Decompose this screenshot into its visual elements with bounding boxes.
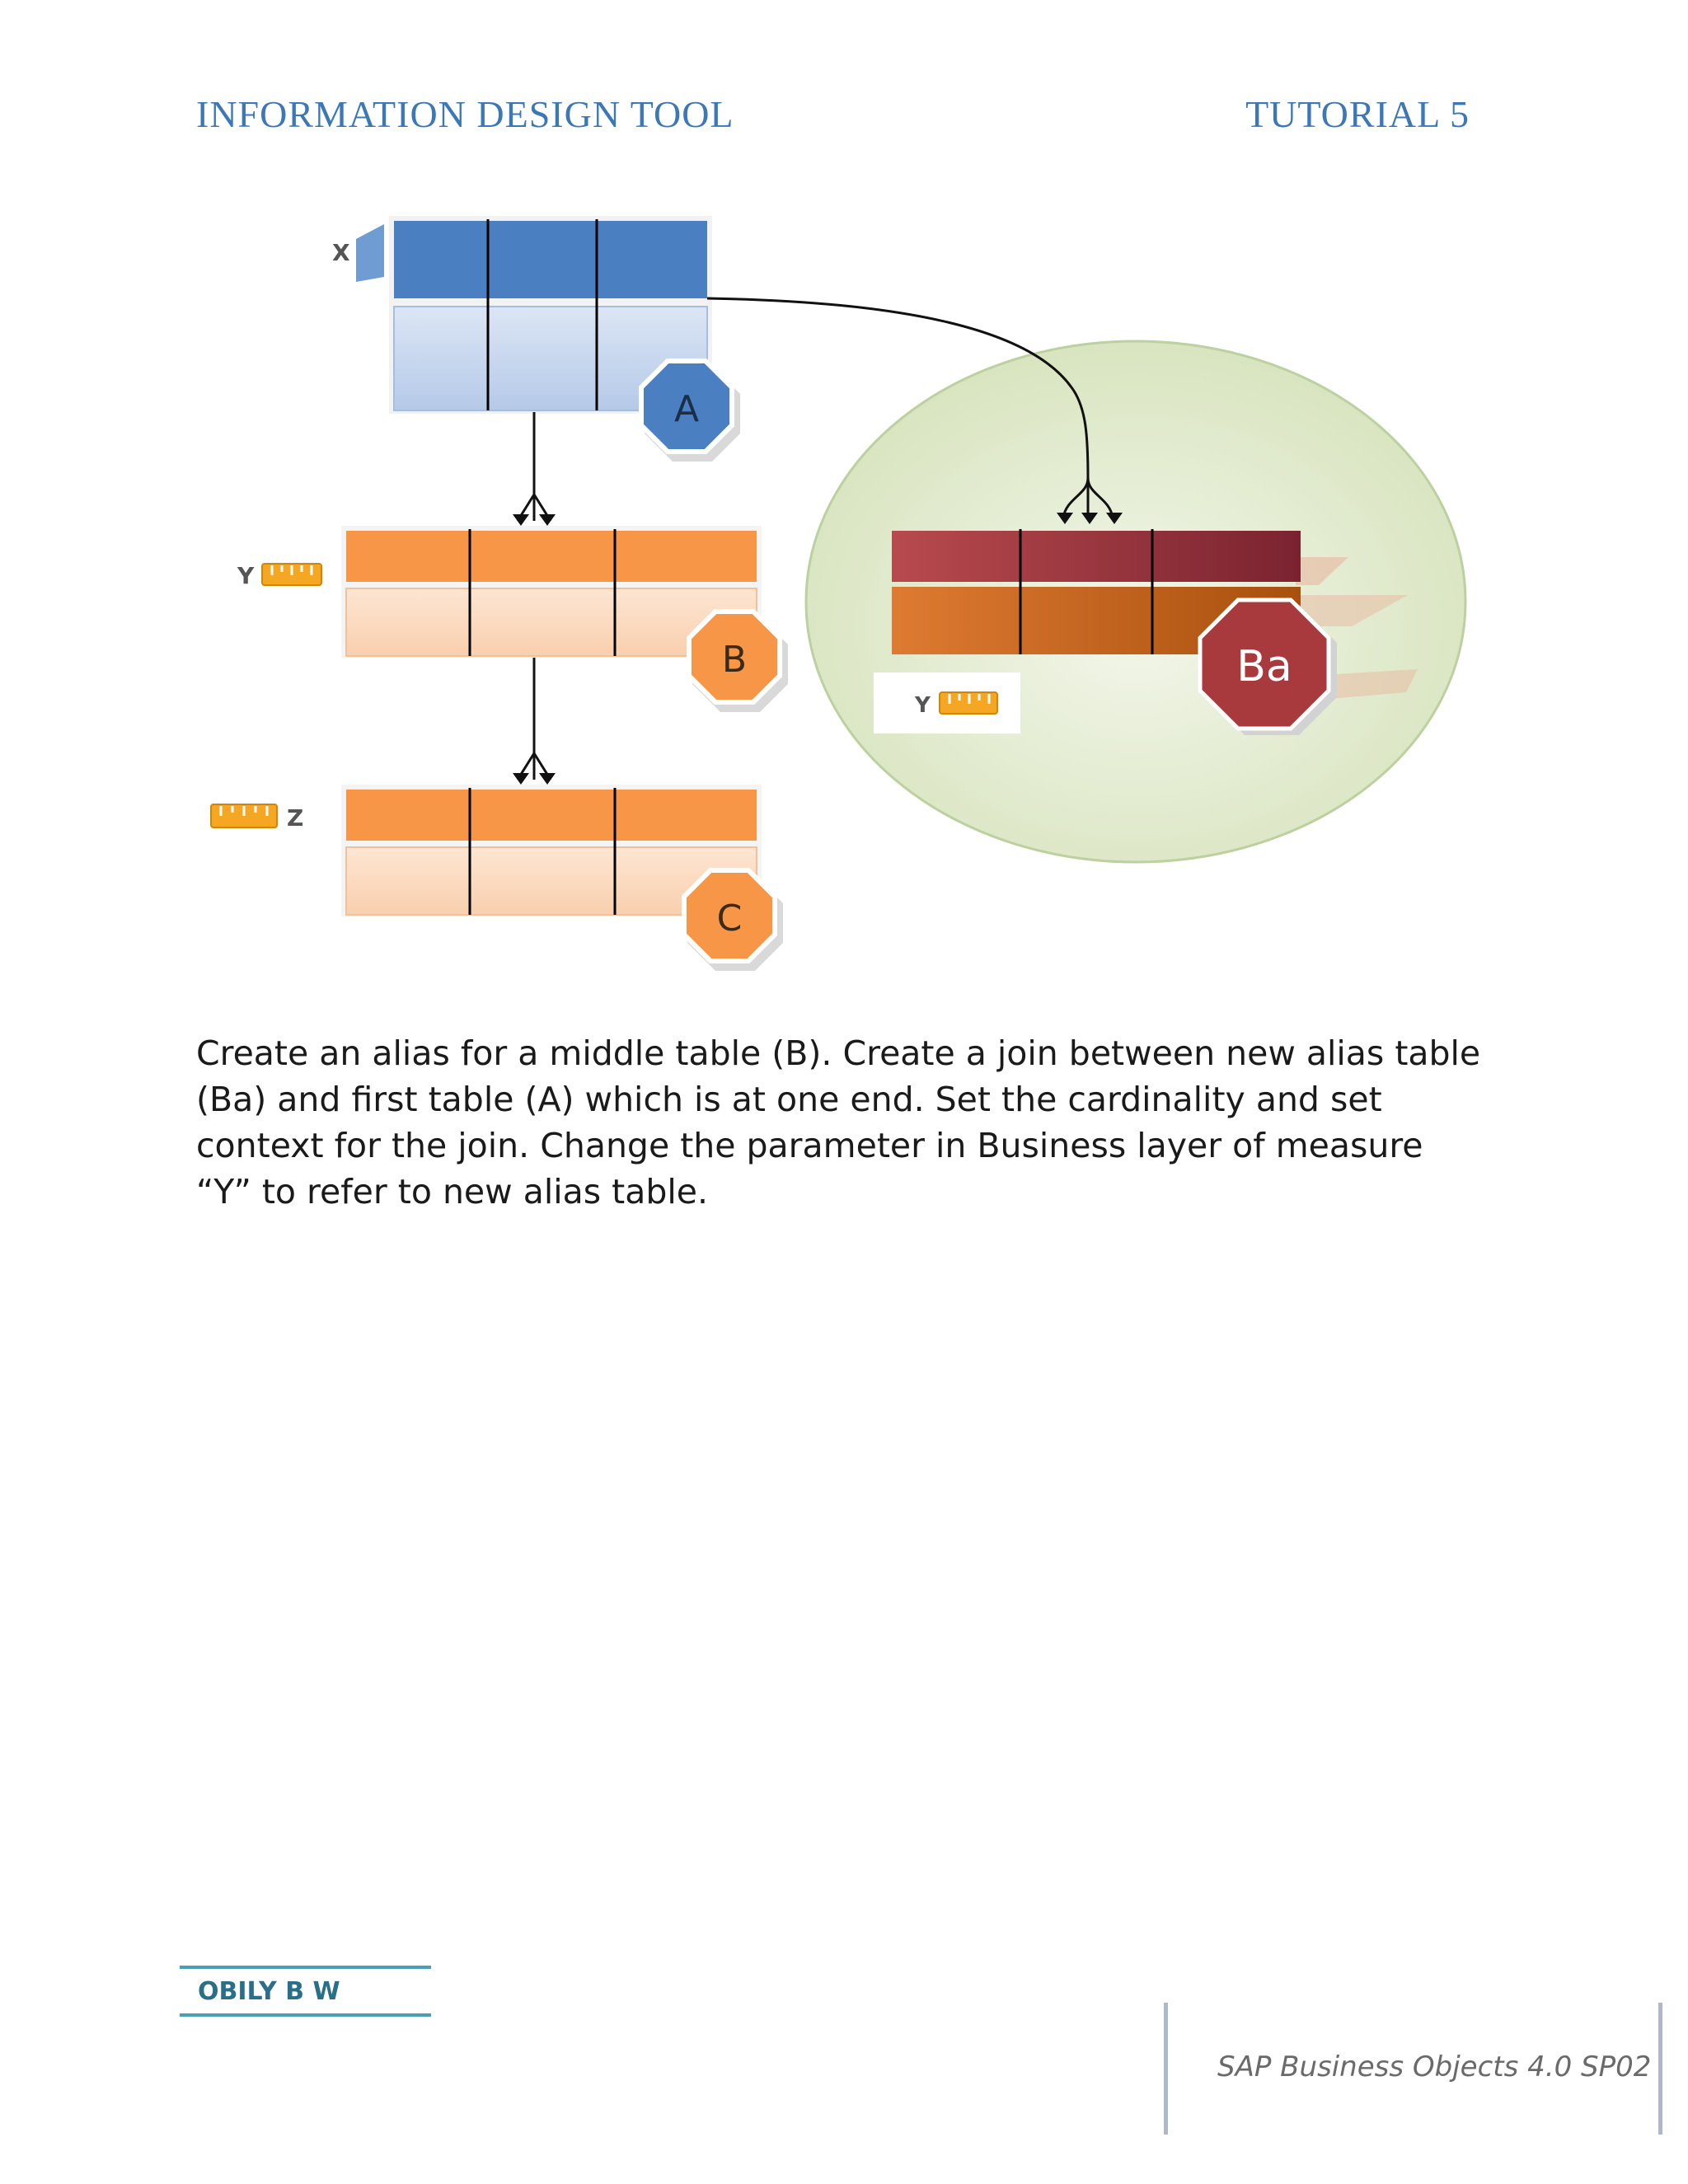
alias-join-diagram <box>0 0 1688 989</box>
label-y-alias: Y <box>915 693 931 718</box>
tutorial-number: TUTORIAL 5 <box>1245 93 1470 135</box>
footer-product-box <box>1164 2003 1662 2135</box>
join-a-b <box>513 412 556 526</box>
footer-author: OBILY B W <box>198 1977 340 2006</box>
badge-b <box>689 612 788 712</box>
footer-product: SAP Business Objects 4.0 SP02 <box>1217 2050 1652 2083</box>
badge-ba-label: Ba <box>1236 642 1292 691</box>
badge-a <box>641 361 740 462</box>
badge-b-label: B <box>721 639 748 681</box>
table-a-tab <box>356 224 384 282</box>
badge-c-label: C <box>716 898 743 940</box>
label-y-left: Y <box>237 562 255 589</box>
measure-y-alias-icon <box>940 692 997 714</box>
label-x: X <box>332 239 350 266</box>
label-z: Z <box>287 804 304 832</box>
instructions-paragraph: Create an alias for a middle table (B). Create a join between new alias table (Ba) and first table (A) which is at one end. Set the cardinality and set context for the join. Change the parameter in Business layer of measure “Y” to refer to new alias table. <box>196 1033 1481 1212</box>
measure-z-icon <box>211 804 277 827</box>
badge-a-label: A <box>673 388 700 430</box>
join-b-c <box>513 658 556 785</box>
badge-c <box>684 870 783 971</box>
document-title: INFORMATION DESIGN TOOL <box>196 93 734 135</box>
footer-author-box <box>180 1966 431 2017</box>
measure-y-icon <box>262 564 321 585</box>
